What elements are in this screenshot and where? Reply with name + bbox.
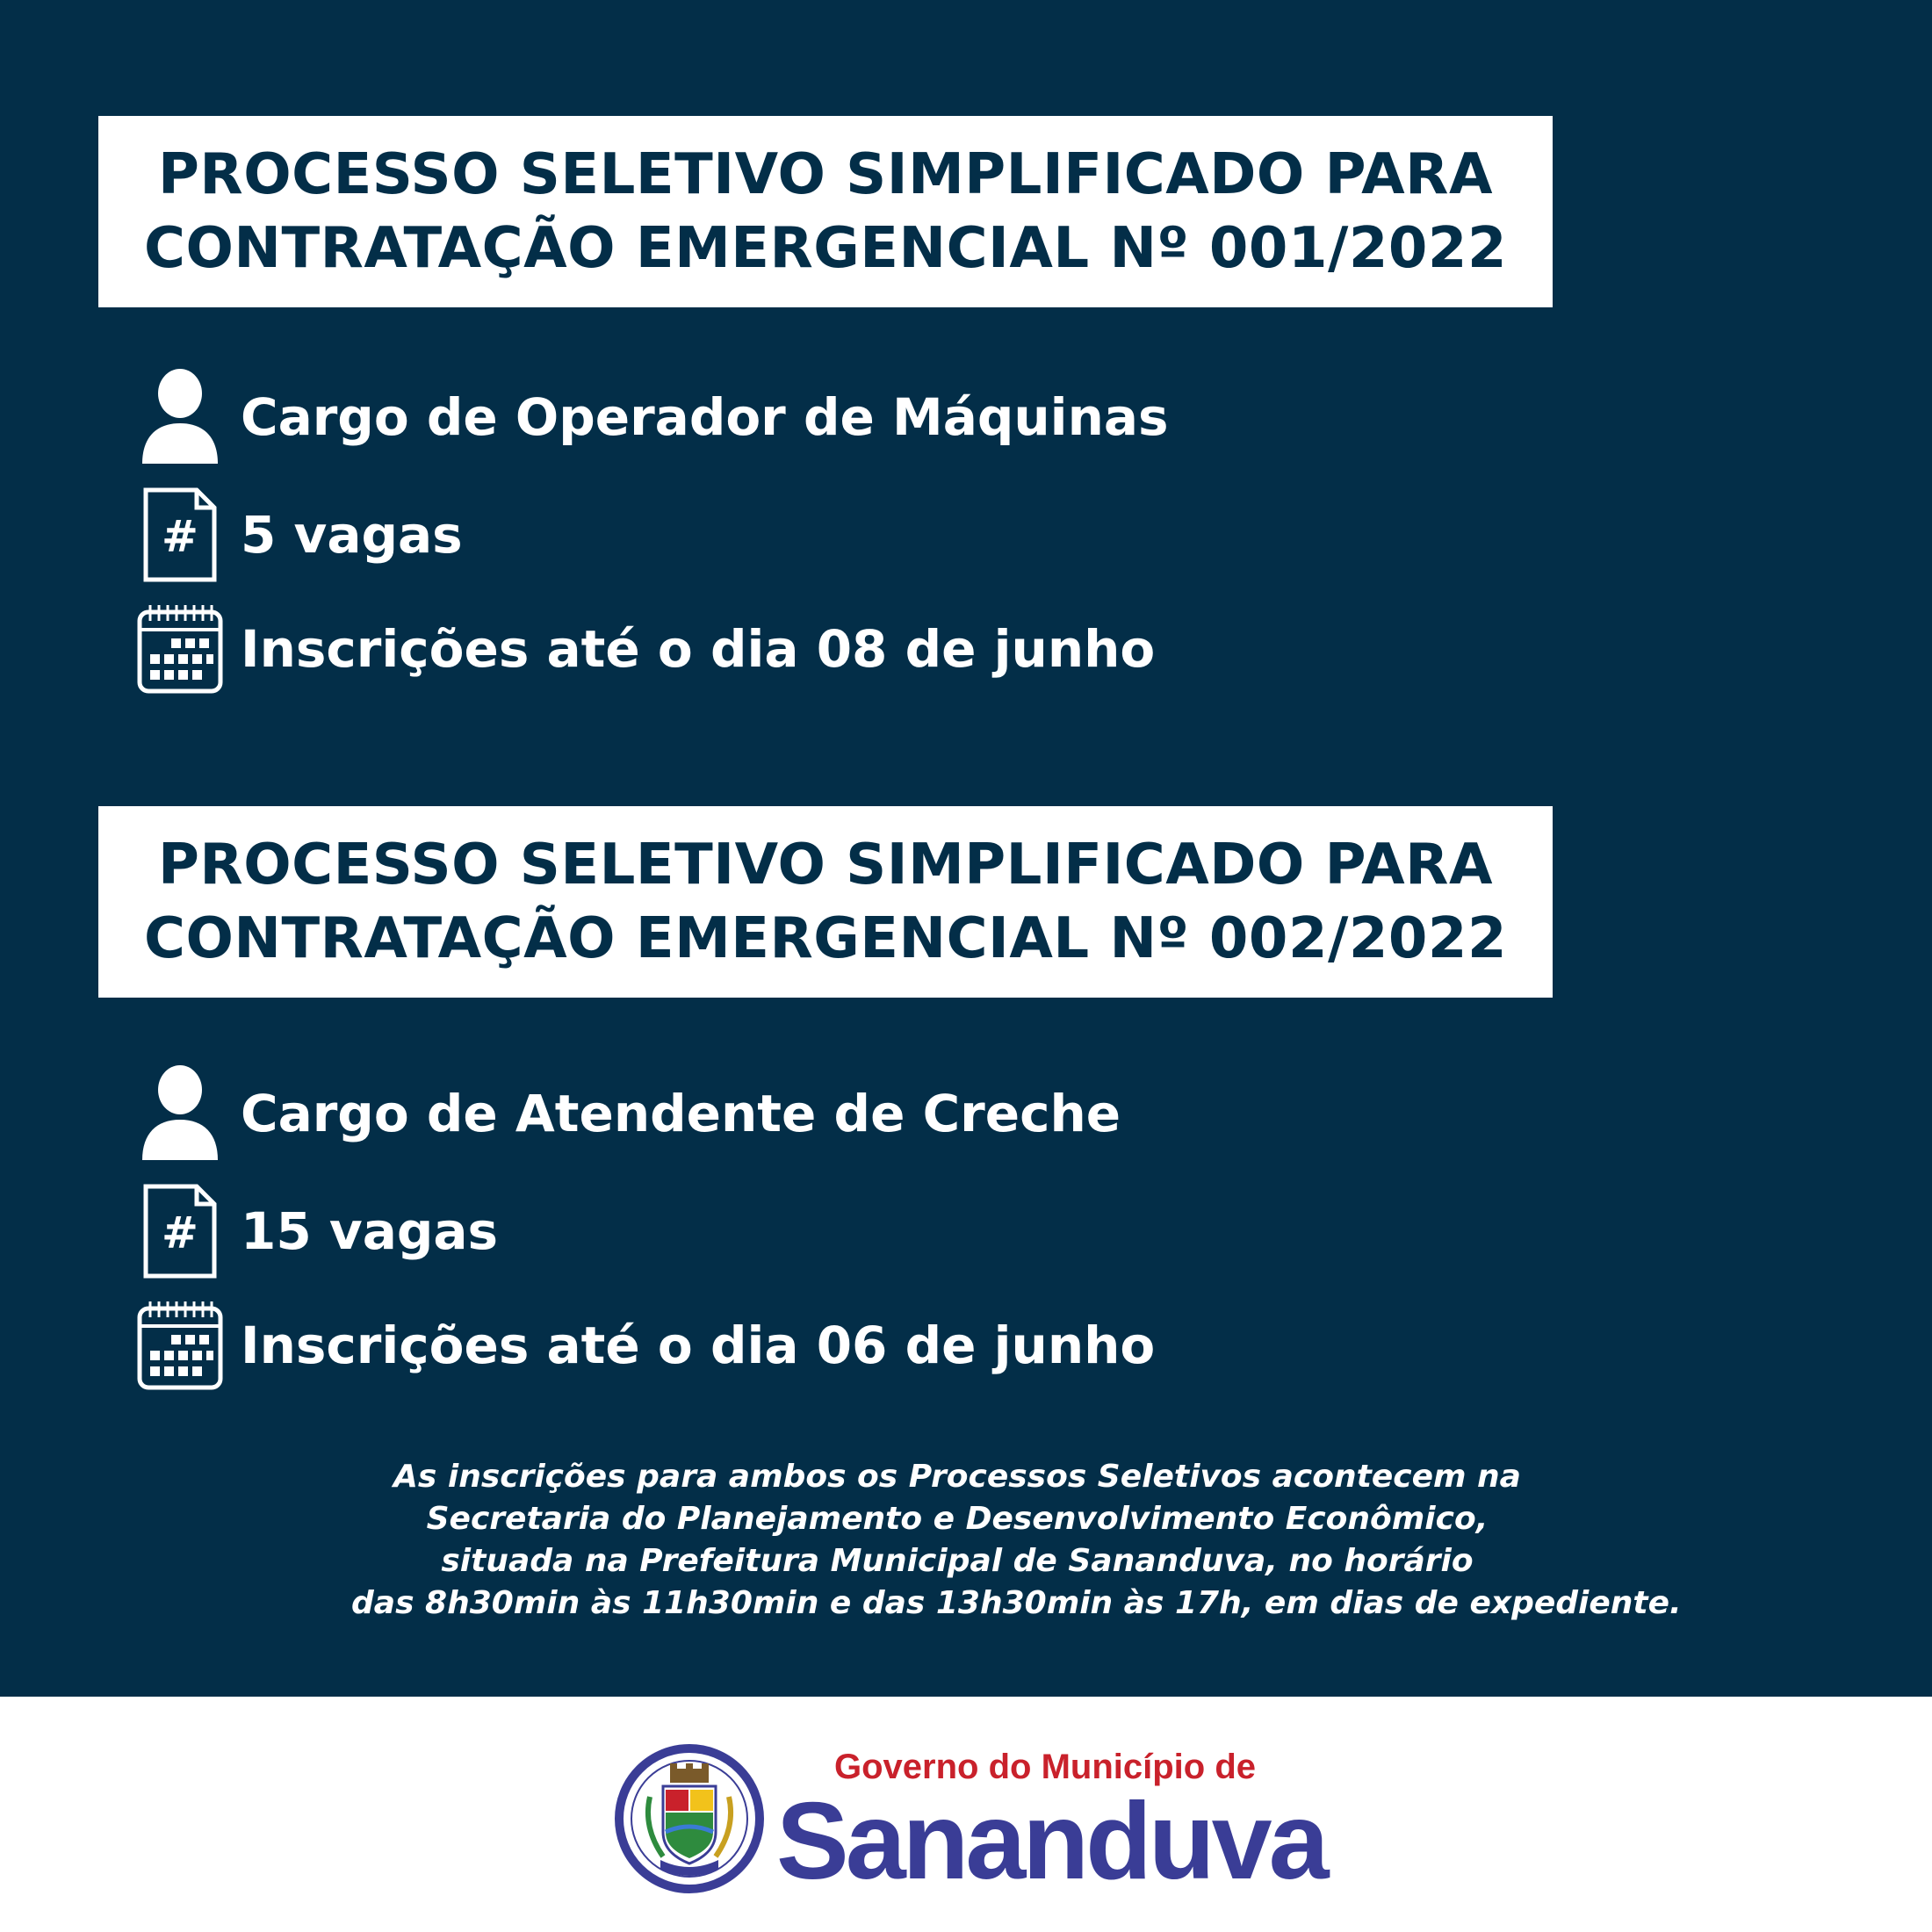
process-1-title-box: [98, 116, 1553, 307]
process-1-title-line1: PROCESSO SELETIVO SIMPLIFICADO PARA: [158, 142, 1493, 207]
footer: [0, 1697, 1932, 1932]
process-1-role-row: [132, 369, 1169, 465]
svg-text:#: #: [162, 1208, 198, 1258]
calendar-icon: [132, 601, 228, 697]
note-line-1: As inscrições para ambos os Processos Seletivos acontecem na: [393, 1459, 1521, 1495]
note-line-2: Secretaria do Planejamento e Desenvolvimento Econômico,: [426, 1501, 1489, 1537]
process-2-vacancies-row: [132, 1183, 498, 1280]
process-2-vacancies: 15 vagas: [241, 1201, 499, 1261]
municipal-seal-icon: [615, 1744, 764, 1893]
process-1-vacancies: 5 vagas: [241, 505, 463, 565]
calendar-icon: [132, 1297, 228, 1394]
process-1-title-line2: CONTRATAÇÃO EMERGENCIAL Nº 001/2022: [144, 216, 1507, 281]
process-2-role-row: [132, 1065, 1121, 1162]
person-icon: [132, 369, 228, 465]
registration-note: [351, 1456, 1682, 1625]
svg-text:#: #: [162, 511, 198, 562]
process-2-title-line1: PROCESSO SELETIVO SIMPLIFICADO PARA: [158, 833, 1493, 898]
process-2-deadline-row: [132, 1297, 1155, 1394]
hash-document-icon: [132, 1183, 228, 1280]
brand-name: Sananduva: [776, 1781, 1326, 1902]
process-2-role: Cargo de Atendente de Creche: [241, 1084, 1121, 1143]
process-1-deadline-row: [132, 601, 1155, 697]
brand-subtitle: Governo do Município de: [834, 1748, 1256, 1786]
hash-document-icon: [132, 487, 228, 583]
process-2-deadline: Inscrições até o dia 06 de junho: [241, 1316, 1156, 1375]
process-1-role: Cargo de Operador de Máquinas: [241, 387, 1169, 447]
process-1-deadline: Inscrições até o dia 08 de junho: [241, 619, 1156, 679]
process-2-title-line2: CONTRATAÇÃO EMERGENCIAL Nº 002/2022: [144, 906, 1507, 971]
process-2-title-box: [98, 806, 1553, 998]
note-line-4: das 8h30min às 11h30min e das 13h30min às 17h, em dias de expediente.: [351, 1585, 1682, 1621]
process-1-vacancies-row: [132, 487, 463, 583]
note-line-3: situada na Prefeitura Municipal de Sananduva, no horário: [441, 1543, 1474, 1579]
person-icon: [132, 1065, 228, 1162]
